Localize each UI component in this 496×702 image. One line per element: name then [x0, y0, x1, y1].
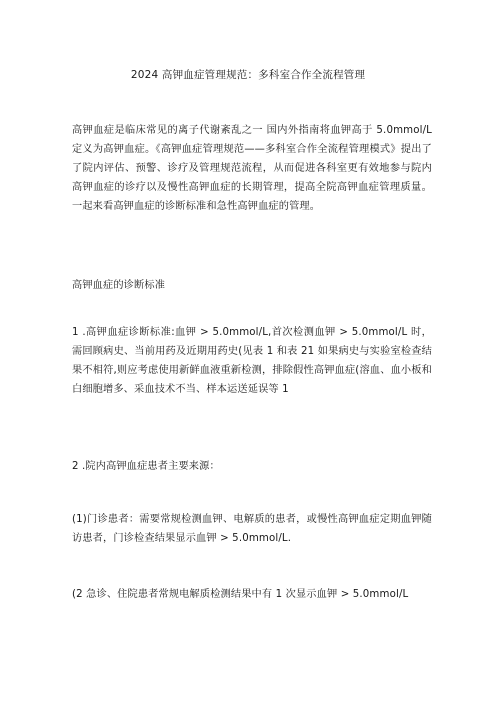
diagnostic-criteria-paragraph: 1 .高钾血症诊断标准:血钾 > 5.0mmol/L,首次检测血钾 > 5.0mmol/L 时，需回顾病史、当前用药及近期用药史(见表 1 和表 21 如果病史与实验室检查结果不相符,则应考虑使用新鲜血液重新检测，排除假性高钾血症(溶血、血小板和白细胞增多、采血技术不当、样本运送延误等 1 — [72, 327, 432, 395]
intro-paragraph: 高钾血症是临床常见的离子代谢紊乱之一 国内外指南将血钾高于 5.0mmol/L 定义为高钾血症。《高钾血症管理规范——多科室合作全流程管理模式》提出了了院内评估、预警、诊疗及管理规范流程，从而促进各科室更有效地参与院内高钾血症的诊疗以及慢性高钾血症的长期管理，提高全院高钾血症管理质量。一起来看高钾血症的诊断标准和急性高钾血症的管理。 — [72, 125, 432, 212]
emergency-inpatient-paragraph: (2 急诊、住院患者常规电解质检测结果中有 1 次显示血钾 > 5.0mmol/L — [72, 589, 409, 600]
document-title: 2024 高钾血症管理规范：多科室合作全流程管理 — [130, 69, 366, 81]
outpatient-paragraph: (1)门诊患者：需要常规检测血钾、电解质的患者，或慢性高钾血症定期血钾随访患者，门诊检查结果显示血钾 > 5.0mmol/L. — [72, 514, 432, 544]
section-heading: 高钾血症的诊断标准 — [72, 280, 166, 291]
patient-sources-heading: 2 .院内高钾血症患者主要来源： — [72, 461, 220, 472]
